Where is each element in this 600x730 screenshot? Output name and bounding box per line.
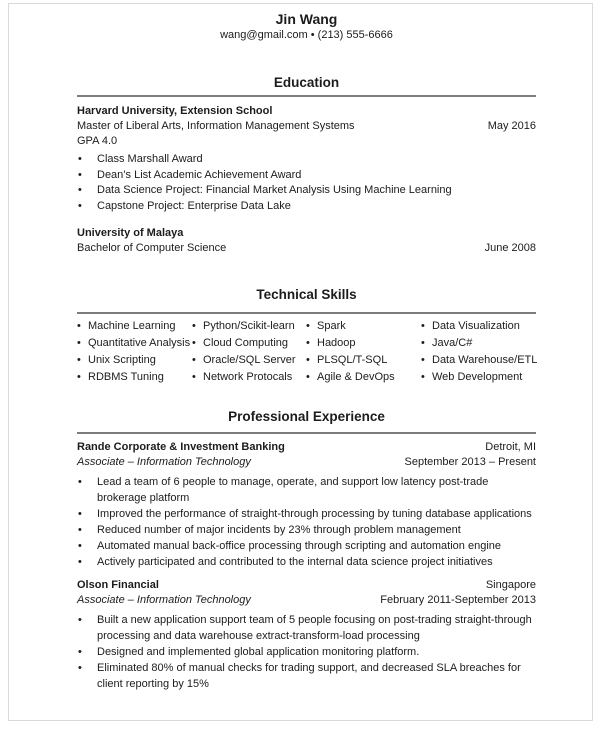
job-bullet-list xyxy=(77,612,536,692)
job-entry xyxy=(77,578,536,692)
skill-item: • Oracle/SQL Server xyxy=(192,352,306,369)
skill-item: • Hadoop xyxy=(306,335,421,352)
company-location: Singapore xyxy=(485,579,536,591)
skill-item: • Network Protocals xyxy=(192,369,306,386)
resume-header xyxy=(77,10,536,43)
company-name: Olson Financial xyxy=(77,579,159,591)
skill-item: • Data Warehouse/ETL xyxy=(421,352,536,369)
graduation-date: May 2016 xyxy=(487,120,536,132)
skills-section xyxy=(77,286,536,386)
education-bullet: • Class Marshall Award xyxy=(77,152,536,168)
skill-item: • Python/Scikit-learn xyxy=(192,318,306,335)
education-section-title: Education xyxy=(273,75,340,90)
job-bullet-list xyxy=(77,474,536,570)
skill-item: • Cloud Computing xyxy=(192,335,306,352)
experience-section xyxy=(77,408,536,692)
job-title: Associate – Information Technology xyxy=(77,456,251,468)
school-name: Harvard University, Extension School xyxy=(77,105,273,117)
role-row xyxy=(77,593,536,608)
experience-section-title: Professional Experience xyxy=(228,409,385,424)
education-divider xyxy=(77,95,536,97)
skill-item: • Quantitative Analysis xyxy=(77,335,192,352)
job-entry xyxy=(77,440,536,570)
resume-content xyxy=(77,10,536,692)
education-bullet: • Capstone Project: Enterprise Data Lake xyxy=(77,199,536,215)
skills-grid xyxy=(77,318,536,386)
skill-item: • Data Visualization xyxy=(421,318,536,335)
experience-divider xyxy=(77,432,536,434)
degree-row xyxy=(77,241,536,256)
job-bullet: • Actively participated and contributed to the internal data science project initiatives xyxy=(77,554,536,570)
education-bullet: • Dean’s List Academic Achievement Award xyxy=(77,168,536,184)
degree-row xyxy=(77,119,536,134)
education-bullet: • Data Science Project: Financial Market Analysis Using Machine Learning xyxy=(77,183,536,199)
job-bullet: • Designed and implemented global application monitoring platform. xyxy=(77,644,536,660)
school-name: University of Malaya xyxy=(77,227,184,239)
skills-column-3 xyxy=(306,318,421,386)
job-title: Associate – Information Technology xyxy=(77,594,251,606)
skill-item: • RDBMS Tuning xyxy=(77,369,192,386)
skill-item: • Agile & DevOps xyxy=(306,369,421,386)
employment-dates: September 2013 – Present xyxy=(404,456,536,468)
skill-item: • PLSQL/T-SQL xyxy=(306,352,421,369)
education-bullet-list xyxy=(77,152,536,214)
job-bullet: • Automated manual back-office processing through scripting and automation engine xyxy=(77,538,536,554)
role-row xyxy=(77,455,536,470)
company-location: Detroit, MI xyxy=(485,441,536,453)
job-bullet: • Eliminated 80% of manual checks for trading support, and decreased SLA breaches for client reporting by 15% xyxy=(77,660,536,692)
skills-section-title: Technical Skills xyxy=(256,287,357,302)
skills-divider xyxy=(77,312,536,314)
contact-line: wang@gmail.com • (213) 555-6666 xyxy=(220,29,393,41)
skills-column-4 xyxy=(421,318,536,386)
job-bullet: • Lead a team of 6 people to manage, operate, and support low latency post-trade brokerage platform xyxy=(77,474,536,506)
degree-title: Master of Liberal Arts, Information Management Systems xyxy=(77,120,355,132)
job-bullet: • Reduced number of major incidents by 23% through problem management xyxy=(77,522,536,538)
company-name: Rande Corporate & Investment Banking xyxy=(77,441,285,453)
skill-item: • Machine Learning xyxy=(77,318,192,335)
skills-column-2 xyxy=(192,318,306,386)
education-section xyxy=(77,74,536,256)
skill-item: • Unix Scripting xyxy=(77,352,192,369)
skill-item: • Spark xyxy=(306,318,421,335)
employment-dates: February 2011-September 2013 xyxy=(380,594,536,606)
gpa-line: GPA 4.0 xyxy=(77,135,118,147)
skill-item: • Web Development xyxy=(421,369,536,386)
skills-column-1 xyxy=(77,318,192,386)
skill-item: • Java/C# xyxy=(421,335,536,352)
degree-title: Bachelor of Computer Science xyxy=(77,242,227,254)
company-row xyxy=(77,578,536,593)
graduation-date: June 2008 xyxy=(484,242,536,254)
job-bullet: • Improved the performance of straight-through processing by tuning database applications xyxy=(77,506,536,522)
company-row xyxy=(77,440,536,455)
candidate-name: Jin Wang xyxy=(275,11,338,27)
job-bullet: • Built a new application support team of 5 people focusing on post-trading straight-through processing and data warehouse extract-transform-load processing xyxy=(77,612,536,644)
education-entry xyxy=(77,104,536,214)
education-entry xyxy=(77,226,536,256)
